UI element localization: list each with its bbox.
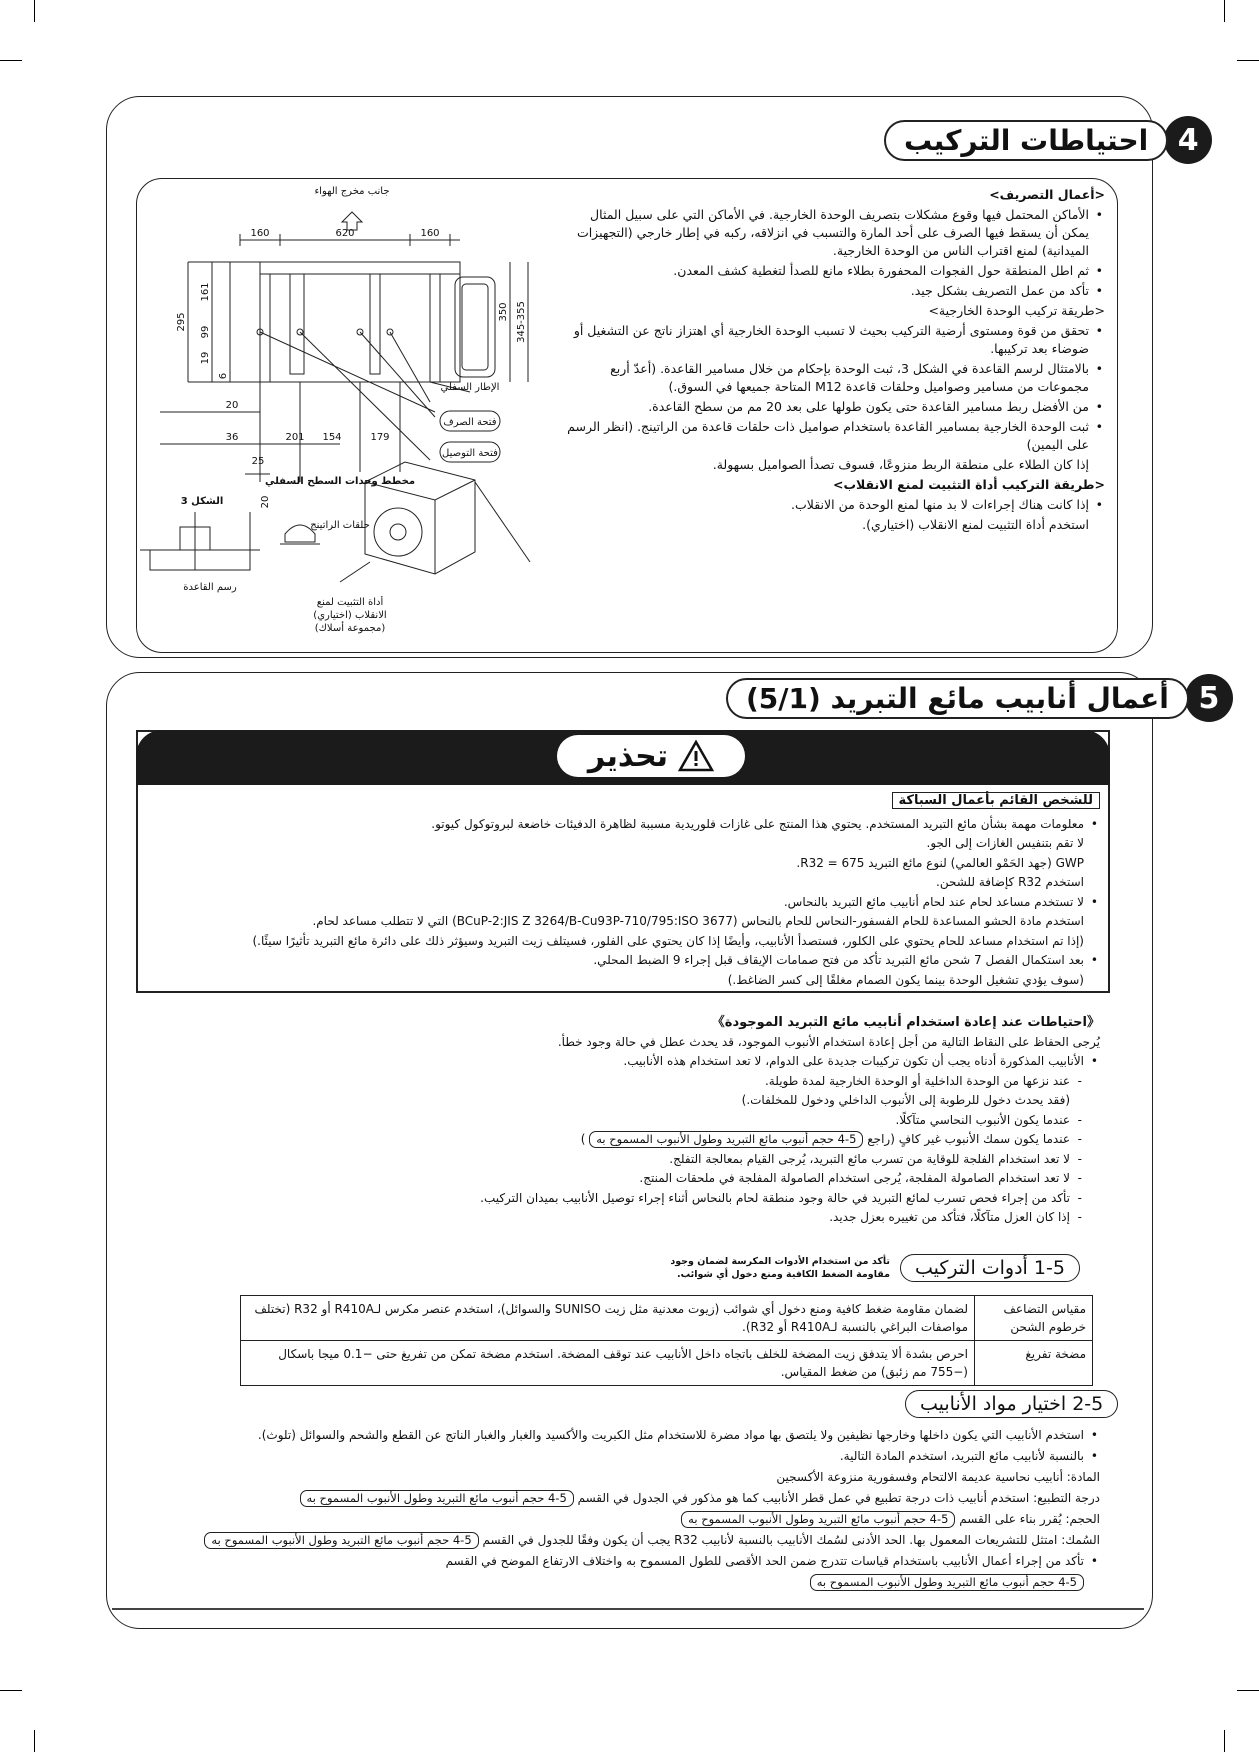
install-bullet-4-note: إذا كان الطلاء على منطقة الربط منزوعًا، فسوف تصدأ الصواميل بسهولة. bbox=[712, 457, 1089, 472]
warning-triangle-icon bbox=[678, 740, 714, 772]
reuse-dash-1: - عند نزعها من الوحدة الداخلية أو الوحدة الخارجية لمدة طويلة. bbox=[150, 1073, 1084, 1091]
materials-text bbox=[150, 1426, 1100, 1594]
size-ref[interactable]: 4-5 حجم أنبوب مائع التبريد وطول الأنبوب المسموح به bbox=[681, 1511, 955, 1528]
reuse-dash-3-ref[interactable]: 4-5 حجم أنبوب مائع التبريد وطول الأنبوب المسموح به bbox=[589, 1131, 863, 1148]
dim-160a: 160 bbox=[250, 228, 270, 239]
install-bullet-4: • ثبت الوحدة الخارجية بمسامير القاعدة باستخدام صواميل ذات حلقات قاعدة من الراتينج. (انظر الرسم على اليمين) bbox=[560, 418, 1105, 454]
reuse-dash-3-text: عندما يكون سمك الأنبوب غير كافٍ (راجع bbox=[867, 1132, 1070, 1146]
section5-title: أعمال أنابيب مائع التبريد (5/1) bbox=[726, 678, 1189, 719]
warn-item-2: • لا تستخدم مساعد لحام عند لحام أنابيب مائع التبريد بالنحاس. bbox=[150, 894, 1100, 912]
fig-bottom-plan: مخطط وحدات السطح السفلي bbox=[264, 476, 416, 487]
dim-19: 19 bbox=[200, 351, 211, 365]
fig-anti-tip-tool: أداة التثبيت لمنع الانقلاب (اختياري) (مجموعة أسلاك) bbox=[313, 597, 387, 634]
section4-title: احتياطات التركيب bbox=[884, 120, 1168, 161]
reuse-dash-5: - لا تعد استخدام الصامولة المفلجة، يُرجى استخدام الصامولة المفلجة في ملحقات المنتج. bbox=[150, 1170, 1084, 1188]
dim-6: 6 bbox=[218, 372, 229, 380]
materials-bullet-1: • استخدم الأنابيب التي يكون داخلها وخارجها نظيفين ولا يلتصق بها مواد مضرة للاستخدام مثل الكبريت والأكسيد والغبار والغبار الناتج عن القطع والشحم والسوائل (تلوث). bbox=[150, 1426, 1100, 1445]
reuse-dash-7: - إذا كان العزل متآكلًا، فتأكد من تغييره بعزل جديد. bbox=[150, 1209, 1084, 1227]
subsection-5-1-header bbox=[660, 1254, 1080, 1282]
install-heading: <طريقة تركيب الوحدة الخارجية> bbox=[928, 303, 1105, 318]
warning-text bbox=[150, 792, 1100, 991]
anti-tip-heading: <طريقة التركيب أداة التثبيت لمنع الانقلاب> bbox=[832, 477, 1105, 492]
materials-size-text: الحجم: يُقرر بناء على القسم bbox=[959, 1512, 1100, 1526]
tool-name-2: مضخة تفريغ bbox=[975, 1341, 1093, 1386]
reuse-dash-6: - تأكد من إجراء فحص تسرب لمائع التبريد في حالة وجود منطقة لحام بالنحاس أثناء إجراء توصيل الأنابيب بميدان التركيب. bbox=[150, 1190, 1084, 1208]
install-bullet-1: • تحقق من قوة ومستوى أرضية التركيب بحيث لا تسبب الوحدة الخارجية أي اهتزاز ناتج عن التشغيل أو ضوضاء بعد تركيبها. bbox=[560, 322, 1105, 358]
fig-washers: حلقات الراتينج bbox=[310, 520, 370, 531]
footer-rule bbox=[112, 1608, 1144, 1610]
dim-201: 201 bbox=[285, 432, 305, 443]
warn-item-1d: استخدم R32 كإضافة للشحن. bbox=[936, 875, 1084, 889]
reuse-dash-1b: (فقد يحدث دخول للرطوبة إلى الأنبوب الداخلي ودخول للمخلفات.) bbox=[741, 1093, 1070, 1107]
drain-bullet-1: • الأماكن المحتمل فيها وقوع مشكلات بتصريف الوحدة الخارجية. في الأماكن التي على سبيل المثال يمكن أن يسقط فيها الصرف على أحد المارة والتسبب في انزلاقه، ركبه في إطار خارجي (التجهيزات الميدانية) لمنع اقتراب الناس من الوحدة الخارجية. bbox=[560, 206, 1105, 260]
materials-bullet-3: • تأكد من إجراء أعمال الأنابيب باستخدام قياسات تتدرج ضمن الحد الأقصى للطول المسموح به واختلاف الارتفاع الموضح في القسم bbox=[150, 1552, 1100, 1571]
install-bullet-3: • من الأفضل ربط مسامير القاعدة حتى يكون طولها على بعد 20 مم من سطح القاعدة. bbox=[560, 398, 1105, 416]
dim-160b: 160 bbox=[420, 228, 440, 239]
drain-bullet-3: • تأكد من عمل التصريف بشكل جيد. bbox=[560, 282, 1105, 300]
fig-base-drawing: رسم القاعدة bbox=[183, 582, 237, 593]
crop-mark bbox=[1224, 1730, 1225, 1752]
installation-figure bbox=[140, 182, 560, 647]
reuse-dash-4: - لا تعد استخدام الفلجة للوقاية من تسرب مائع التبريد، يُرجى القيام بمعالجة التفلج. bbox=[150, 1151, 1084, 1169]
subsection-5-1-note: تأكد من استخدام الأدوات المكرسة لضمان وجود مقاومة الضغط الكافية ومنع دخول أي شوائب. bbox=[670, 1256, 890, 1280]
section4-number: 4 bbox=[1164, 116, 1212, 164]
reuse-heading: 《احتياطات عند إعادة استخدام أنابيب مائع التبريد الموجودة》 bbox=[711, 1015, 1100, 1030]
bullet-3-ref[interactable]: 4-5 حجم أنبوب مائع التبريد وطول الأنبوب المسموح به bbox=[810, 1574, 1084, 1591]
drain-heading: <أعمال التصريف> bbox=[989, 187, 1105, 202]
warning-badge bbox=[557, 735, 745, 777]
tool-desc-2: احرص بشدة ألا يتدفق زيت المضخة للخلف باتجاه داخل الأنابيب عند توقف المضخة. استخدم مضخة تمكن من تفريغ حتى −0.1 ميجا باسكال (−755 مم زئبق) من ضغط المقياس. bbox=[241, 1341, 975, 1386]
fig-conn-hole: فتحة التوصيل bbox=[442, 448, 498, 459]
thickness-ref[interactable]: 4-5 حجم أنبوب مائع التبريد وطول الأنبوب المسموح به bbox=[204, 1532, 478, 1549]
warn-item-1b: لا تقم بتنفيس الغازات إلى الجو. bbox=[926, 836, 1084, 850]
table-row bbox=[241, 1341, 1093, 1386]
tool-name-1: مقياس التضاعف خرطوم الشحن bbox=[975, 1296, 1093, 1341]
reuse-dash-2: - عندما يكون الأنبوب النحاسي متآكلًا. bbox=[150, 1112, 1084, 1130]
reuse-intro: يُرجى الحفاظ على النقاط التالية من أجل إعادة استخدام الأنبوب الموجود، قد يحدث عطل في حالة وجود خطأ. bbox=[557, 1034, 1100, 1049]
fig-3-label: الشكل 3 bbox=[180, 496, 224, 507]
dim-20a: 20 bbox=[225, 400, 239, 411]
table-row bbox=[241, 1296, 1093, 1341]
section4-text bbox=[560, 186, 1105, 536]
anti-tip-bullet: • إذا كانت هناك إجراءات لا بد منها لمنع الوحدة من الانقلاب. bbox=[560, 496, 1105, 514]
section5-header bbox=[726, 674, 1233, 722]
warn-item-3: • بعد استكمال الفصل 7 شحن مائع التبريد تأكد من فتح صمامات الإيقاف قبل إجراء 9 الضبط المحلي. bbox=[150, 952, 1100, 970]
subsection-5-1-title: 1-5 أدوات التركيب bbox=[900, 1254, 1080, 1282]
dim-20b: 20 bbox=[260, 495, 271, 509]
tools-table bbox=[240, 1295, 1093, 1386]
dim-161: 161 bbox=[200, 282, 211, 302]
warn-item-2c: (إذا تم استخدام مساعد للحام يحتوي على الكلور، فستصدأ الأنابيب، وأيضًا إذا كان يحتوي على الفلور، فسيتلف زيت التبريد وسيؤثر ذلك على دائرة مائع التبريد تأثيرًا سيئًا.) bbox=[252, 933, 1084, 948]
dim-154: 154 bbox=[322, 432, 342, 443]
tool-desc-1: لضمان مقاومة ضغط كافية ومنع دخول أي شوائب (زيوت معدنية مثل زيت SUNISO والسوائل)، استخدم عنصر مكرس لـR410A أو R32 (تختلف مواصفات البراغي بالنسبة لـR410A أو R32). bbox=[241, 1296, 975, 1341]
subsection-5-2-title: 2-5 اختيار مواد الأنابيب bbox=[905, 1390, 1118, 1418]
dim-295: 295 bbox=[176, 312, 187, 332]
subsection-5-2-header bbox=[905, 1390, 1118, 1418]
install-bullet-2: • بالامتثال لرسم القاعدة في الشكل 3، ثبت الوحدة بإحكام من خلال مسامير القاعدة. (أعدّ أربع مجموعات من مسامير وصواميل وحلقات قاعدة M12 المتاحة جميعها في السوق.) bbox=[560, 360, 1105, 396]
reuse-dash-3: - عندما يكون سمك الأنبوب غير كافٍ (راجع 4-5 حجم أنبوب مائع التبريد وطول الأنبوب المسموح به ) bbox=[150, 1131, 1084, 1149]
crop-mark bbox=[1224, 0, 1225, 22]
section4-header bbox=[884, 116, 1212, 164]
dim-25: 25 bbox=[251, 456, 265, 467]
materials-size bbox=[150, 1510, 1100, 1529]
reuse-text bbox=[150, 1014, 1100, 1229]
warn-item-1c: GWP (جهد الحَمْو العالمي) لنوع مائع التبريد R32 = 675. bbox=[796, 855, 1084, 870]
fig-air-outlet: جانب مخرج الهواء bbox=[314, 186, 390, 197]
dim-36: 36 bbox=[225, 432, 239, 443]
materials-temper-text: درجة التطبيع: استخدم أنابيب ذات درجة تطبيع في عمل قطر الأنابيب كما هو مذكور في الجدول في القسم bbox=[577, 1491, 1100, 1505]
dim-345-355: 345-355 bbox=[516, 301, 527, 343]
materials-bullet-2: • بالنسبة لأنابيب مائع التبريد، استخدم المادة التالية. bbox=[150, 1447, 1100, 1466]
warn-item-2b: استخدم مادة الحشو المساعدة للحام الفسفور-النحاس للحام بالنحاس (BCuP-2:JIS Z 3264/B-Cu93P-710/795:ISO 3677) التي لا تتطلب مساعد لحام. bbox=[312, 914, 1084, 928]
materials-material: المادة: أنابيب نحاسية عديمة الالتحام وفسفورية منزوعة الأكسجين bbox=[776, 1470, 1100, 1484]
materials-temper bbox=[150, 1489, 1100, 1508]
warning-label: تحذير bbox=[587, 738, 669, 774]
qualified-label: للشخص القائم بأعمال السباكة bbox=[892, 792, 1100, 809]
dim-350: 350 bbox=[498, 302, 509, 322]
crop-mark bbox=[0, 60, 22, 61]
crop-mark bbox=[34, 1730, 35, 1752]
reuse-bullet-1: • الأنابيب المذكورة أدناه يجب أن تكون تركيبات جديدة على الدوام، لا تعد استخدام هذه الأنابيب. bbox=[150, 1053, 1100, 1071]
materials-thickness bbox=[150, 1531, 1100, 1550]
anti-tip-bullet-note: استخدم أداة التثبيت لمنع الانقلاب (اختياري). bbox=[862, 517, 1089, 532]
warn-item-1: • معلومات مهمة بشأن مائع التبريد المستخدم. يحتوي هذا المنتج على غازات فلوريدية مسببة لظاهرة الدفيئات خاضعة لبروتوكول كيوتو. bbox=[150, 816, 1100, 834]
dim-179: 179 bbox=[370, 432, 390, 443]
crop-mark bbox=[34, 0, 35, 22]
fig-drain-hole: فتحة الصرف bbox=[443, 417, 497, 428]
crop-mark bbox=[1237, 60, 1259, 61]
drain-bullet-2: • ثم اطل المنطقة حول الفجوات المحفورة بطلاء مانع للصدأ لتغطية كشف المعدن. bbox=[560, 262, 1105, 280]
warn-item-3b: (سوف يؤدي تشغيل الوحدة بينما يكون الصمام مغلقًا إلى كسر الضاغط.) bbox=[727, 972, 1084, 987]
section5-number: 5 bbox=[1185, 674, 1233, 722]
dim-99: 99 bbox=[200, 325, 211, 339]
temper-ref[interactable]: 4-5 حجم أنبوب مائع التبريد وطول الأنبوب المسموح به bbox=[300, 1490, 574, 1507]
dim-620: 620 bbox=[335, 228, 355, 239]
fig-lower-frame: الإطار السفلي bbox=[440, 382, 500, 393]
crop-mark bbox=[0, 1690, 22, 1691]
crop-mark bbox=[1237, 1690, 1259, 1691]
materials-thickness-text: السُمك: امتثل للتشريعات المعمول بها. الحد الأدنى لسُمك الأنابيب بالنسبة لأنابيب R32 يجب أن يكون وفقًا للجدول في القسم bbox=[482, 1533, 1100, 1547]
